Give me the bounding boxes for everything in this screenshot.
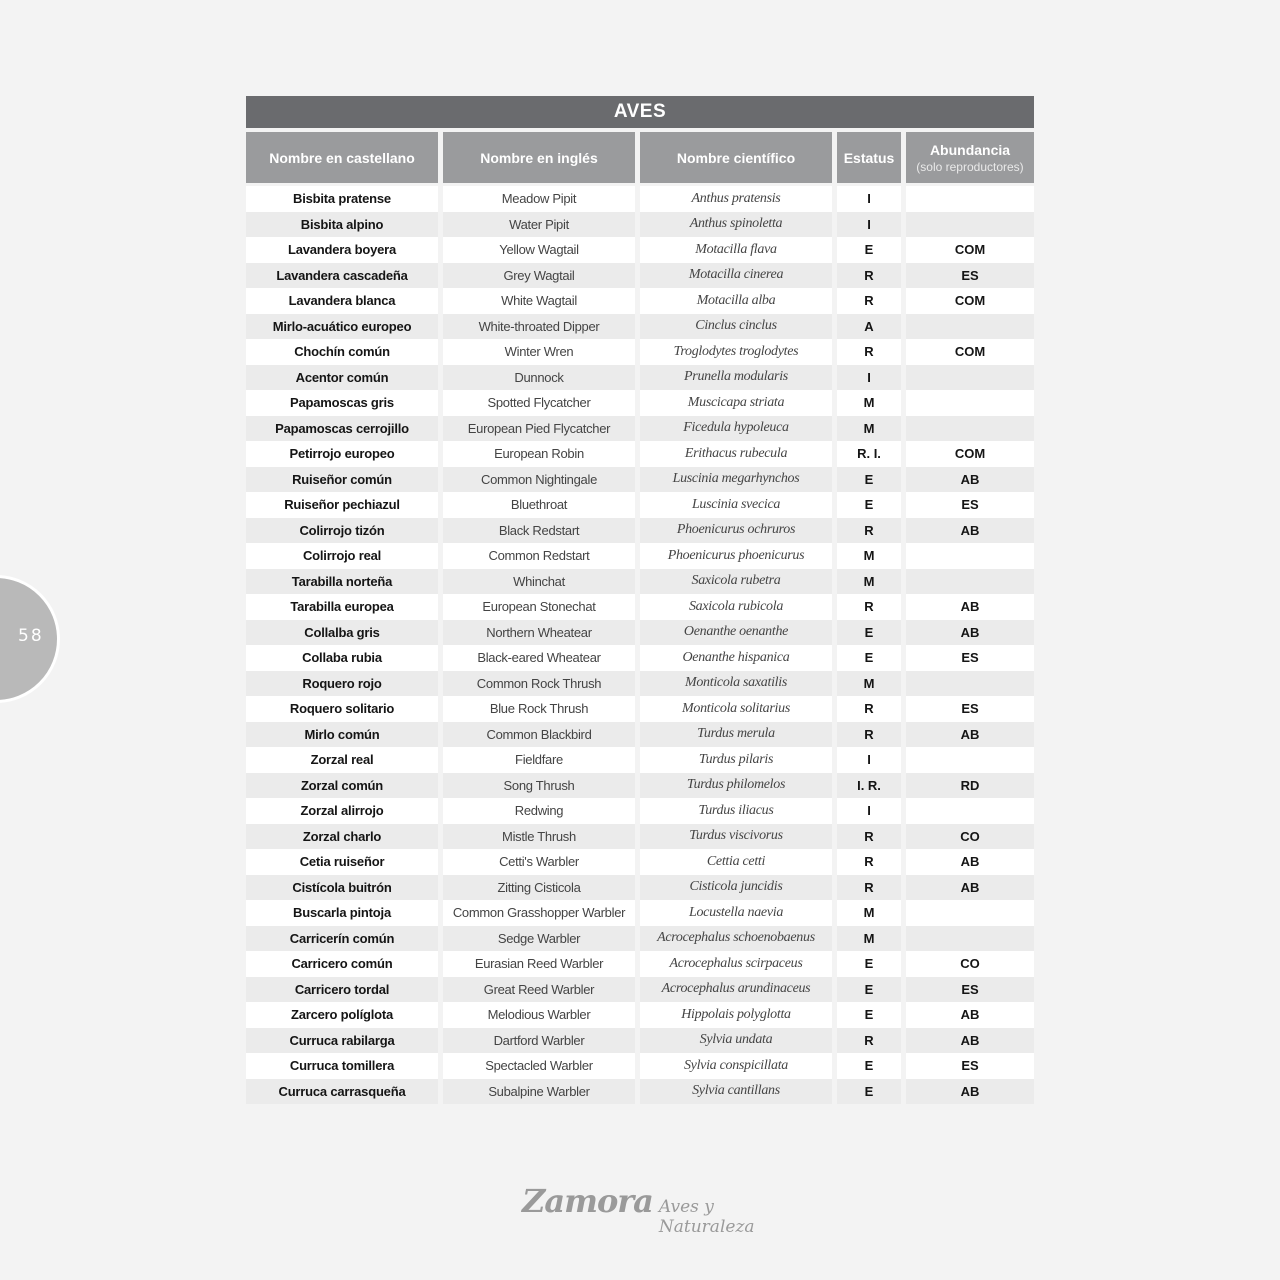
cell-scientific-name: Erithacus rubecula [640,441,832,467]
cell-spanish-name: Mirlo común [246,722,438,748]
cell-scientific-name: Oenanthe oenanthe [640,620,832,646]
cell-spanish-name: Carricero común [246,951,438,977]
header-scientific-label: Nombre científico [676,149,796,166]
table-body [246,186,1034,1104]
table-row [246,365,1034,391]
cell-spanish-name: Papamoscas cerrojillo [246,416,438,442]
table-row [246,186,1034,212]
cell-spanish-name: Ruiseñor común [246,467,438,493]
cell-spanish-name: Tarabilla norteña [246,569,438,595]
cell-scientific-name: Phoenicurus phoenicurus [640,543,832,569]
cell-status: E [837,1079,901,1105]
cell-scientific-name: Acrocephalus scirpaceus [640,951,832,977]
cell-abundance [906,212,1034,238]
cell-scientific-name: Acrocephalus schoenobaenus [640,926,832,952]
table-title: AVES [246,96,1034,128]
cell-spanish-name: Lavandera cascadeña [246,263,438,289]
cell-abundance [906,671,1034,697]
cell-abundance: ES [906,1053,1034,1079]
cell-spanish-name: Bisbita alpino [246,212,438,238]
table-row [246,441,1034,467]
cell-english-name: Mistle Thrush [443,824,635,850]
cell-status: M [837,671,901,697]
table-row [246,1028,1034,1054]
cell-status: M [837,900,901,926]
cell-spanish-name: Curruca tomillera [246,1053,438,1079]
cell-english-name: European Stonechat [443,594,635,620]
cell-status: R [837,339,901,365]
cell-scientific-name: Ficedula hypoleuca [640,416,832,442]
table-row [246,416,1034,442]
cell-scientific-name: Monticola solitarius [640,696,832,722]
cell-status: E [837,977,901,1003]
cell-spanish-name: Roquero rojo [246,671,438,697]
cell-abundance [906,747,1034,773]
cell-scientific-name: Luscinia megarhynchos [640,467,832,493]
cell-status: R [837,1028,901,1054]
cell-english-name: Song Thrush [443,773,635,799]
cell-spanish-name: Mirlo-acuático europeo [246,314,438,340]
cell-english-name: Whinchat [443,569,635,595]
cell-abundance: ES [906,645,1034,671]
cell-status: I [837,212,901,238]
header-scientific-name [640,132,832,183]
table-row [246,492,1034,518]
cell-status: R. I. [837,441,901,467]
cell-scientific-name: Sylvia cantillans [640,1079,832,1105]
cell-scientific-name: Cinclus cinclus [640,314,832,340]
cell-abundance: AB [906,1002,1034,1028]
cell-scientific-name: Turdus pilaris [640,747,832,773]
table-row [246,237,1034,263]
cell-status: R [837,263,901,289]
header-abundance [906,132,1034,183]
cell-scientific-name: Anthus pratensis [640,186,832,212]
cell-spanish-name: Zorzal charlo [246,824,438,850]
cell-english-name: Meadow Pipit [443,186,635,212]
table-row [246,594,1034,620]
table-row [246,1079,1034,1105]
cell-status: E [837,1053,901,1079]
cell-status: E [837,1002,901,1028]
cell-english-name: Fieldfare [443,747,635,773]
cell-english-name: Yellow Wagtail [443,237,635,263]
cell-abundance: AB [906,594,1034,620]
cell-abundance: COM [906,339,1034,365]
cell-scientific-name: Hippolais polyglotta [640,1002,832,1028]
cell-status: R [837,849,901,875]
table-row [246,747,1034,773]
cell-english-name: Great Reed Warbler [443,977,635,1003]
cell-english-name: Common Redstart [443,543,635,569]
cell-status: R [837,594,901,620]
cell-english-name: Eurasian Reed Warbler [443,951,635,977]
cell-english-name: Zitting Cisticola [443,875,635,901]
cell-english-name: European Pied Flycatcher [443,416,635,442]
cell-spanish-name: Carricero tordal [246,977,438,1003]
cell-scientific-name: Prunella modularis [640,365,832,391]
cell-scientific-name: Saxicola rubetra [640,569,832,595]
cell-spanish-name: Buscarla pintoja [246,900,438,926]
table-row [246,849,1034,875]
cell-spanish-name: Lavandera boyera [246,237,438,263]
cell-abundance [906,365,1034,391]
cell-status: R [837,824,901,850]
cell-status: E [837,237,901,263]
cell-scientific-name: Sylvia undata [640,1028,832,1054]
cell-scientific-name: Acrocephalus arundinaceus [640,977,832,1003]
cell-spanish-name: Zarcero políglota [246,1002,438,1028]
cell-status: E [837,951,901,977]
table-row [246,1002,1034,1028]
cell-abundance [906,543,1034,569]
cell-status: R [837,288,901,314]
cell-abundance: COM [906,441,1034,467]
cell-english-name: Bluethroat [443,492,635,518]
cell-status: E [837,467,901,493]
cell-abundance: ES [906,696,1034,722]
cell-abundance [906,186,1034,212]
cell-status: E [837,645,901,671]
cell-scientific-name: Monticola saxatilis [640,671,832,697]
table-row [246,824,1034,850]
cell-english-name: Common Grasshopper Warbler [443,900,635,926]
cell-english-name: Winter Wren [443,339,635,365]
cell-english-name: Redwing [443,798,635,824]
cell-abundance: COM [906,237,1034,263]
table-row [246,977,1034,1003]
cell-english-name: Black Redstart [443,518,635,544]
cell-status: M [837,926,901,952]
table-row [246,620,1034,646]
table-row [246,467,1034,493]
table-row [246,645,1034,671]
header-english-name [443,132,635,183]
birds-table [246,96,1034,1104]
cell-scientific-name: Troglodytes troglodytes [640,339,832,365]
cell-abundance: AB [906,518,1034,544]
table-row [246,1053,1034,1079]
cell-scientific-name: Turdus philomelos [640,773,832,799]
cell-english-name: Water Pipit [443,212,635,238]
cell-english-name: Cetti's Warbler [443,849,635,875]
table-row [246,900,1034,926]
cell-status: I [837,365,901,391]
cell-english-name: Sedge Warbler [443,926,635,952]
cell-abundance: AB [906,849,1034,875]
cell-abundance [906,569,1034,595]
cell-status: I. R. [837,773,901,799]
cell-spanish-name: Colirrojo tizón [246,518,438,544]
cell-spanish-name: Papamoscas gris [246,390,438,416]
cell-english-name: Black-eared Wheatear [443,645,635,671]
cell-abundance: AB [906,1079,1034,1105]
cell-abundance [906,798,1034,824]
cell-spanish-name: Zorzal real [246,747,438,773]
cell-abundance: ES [906,492,1034,518]
cell-scientific-name: Motacilla alba [640,288,832,314]
cell-english-name: Dunnock [443,365,635,391]
table-row [246,569,1034,595]
header-abundance-label: Abundancia [929,141,1011,158]
cell-spanish-name: Roquero solitario [246,696,438,722]
cell-english-name: European Robin [443,441,635,467]
cell-abundance: AB [906,722,1034,748]
header-spanish-name [246,132,438,183]
cell-abundance [906,390,1034,416]
table-row [246,339,1034,365]
header-status-label: Estatus [843,149,895,166]
cell-english-name: Blue Rock Thrush [443,696,635,722]
cell-spanish-name: Curruca rabilarga [246,1028,438,1054]
cell-abundance: COM [906,288,1034,314]
cell-english-name: Grey Wagtail [443,263,635,289]
cell-scientific-name: Turdus viscivorus [640,824,832,850]
cell-status: E [837,492,901,518]
cell-abundance: AB [906,1028,1034,1054]
cell-status: M [837,543,901,569]
cell-english-name: White-throated Dipper [443,314,635,340]
cell-scientific-name: Anthus spinoletta [640,212,832,238]
cell-scientific-name: Phoenicurus ochruros [640,518,832,544]
footer-logo [522,1182,762,1237]
cell-abundance: CO [906,951,1034,977]
cell-scientific-name: Oenanthe hispanica [640,645,832,671]
cell-scientific-name: Sylvia conspicillata [640,1053,832,1079]
cell-spanish-name: Petirrojo europeo [246,441,438,467]
table-row [246,518,1034,544]
cell-spanish-name: Curruca carrasqueña [246,1079,438,1105]
cell-abundance: AB [906,875,1034,901]
cell-spanish-name: Lavandera blanca [246,288,438,314]
table-row [246,671,1034,697]
cell-english-name: White Wagtail [443,288,635,314]
table-row [246,212,1034,238]
cell-abundance: AB [906,620,1034,646]
cell-status: M [837,569,901,595]
cell-spanish-name: Collalba gris [246,620,438,646]
cell-spanish-name: Cetia ruiseñor [246,849,438,875]
cell-english-name: Subalpine Warbler [443,1079,635,1105]
cell-scientific-name: Saxicola rubicola [640,594,832,620]
cell-scientific-name: Turdus merula [640,722,832,748]
cell-spanish-name: Chochín común [246,339,438,365]
cell-scientific-name: Luscinia svecica [640,492,832,518]
table-row [246,798,1034,824]
table-row [246,722,1034,748]
header-status [837,132,901,183]
table-row [246,875,1034,901]
cell-abundance: ES [906,263,1034,289]
cell-status: I [837,798,901,824]
cell-abundance [906,314,1034,340]
cell-english-name: Melodious Warbler [443,1002,635,1028]
cell-status: M [837,390,901,416]
cell-status: R [837,518,901,544]
cell-scientific-name: Motacilla flava [640,237,832,263]
cell-status: R [837,696,901,722]
table-row [246,288,1034,314]
footer-logo-main: Zamora [522,1182,653,1220]
cell-spanish-name: Collaba rubia [246,645,438,671]
table-row [246,773,1034,799]
cell-english-name: Northern Wheatear [443,620,635,646]
cell-spanish-name: Acentor común [246,365,438,391]
cell-spanish-name: Ruiseñor pechiazul [246,492,438,518]
cell-abundance: AB [906,467,1034,493]
header-abundance-sublabel: (solo reproductores) [916,159,1024,174]
table-row [246,696,1034,722]
cell-english-name: Spectacled Warbler [443,1053,635,1079]
cell-spanish-name: Zorzal común [246,773,438,799]
cell-status: M [837,416,901,442]
cell-abundance [906,926,1034,952]
cell-english-name: Common Blackbird [443,722,635,748]
table-row [246,951,1034,977]
cell-status: I [837,747,901,773]
table-row [246,390,1034,416]
table-row [246,543,1034,569]
cell-spanish-name: Colirrojo real [246,543,438,569]
cell-scientific-name: Motacilla cinerea [640,263,832,289]
cell-abundance: ES [906,977,1034,1003]
cell-abundance: CO [906,824,1034,850]
footer-logo-sub: Aves y Naturaleza [658,1197,755,1237]
table-row [246,314,1034,340]
cell-abundance [906,416,1034,442]
cell-english-name: Common Nightingale [443,467,635,493]
table-header-row [246,132,1034,183]
cell-status: R [837,722,901,748]
cell-scientific-name: Locustella naevia [640,900,832,926]
cell-english-name: Dartford Warbler [443,1028,635,1054]
cell-status: I [837,186,901,212]
cell-status: E [837,620,901,646]
page-number: 58 [18,626,44,646]
cell-spanish-name: Cistícola buitrón [246,875,438,901]
table-row [246,926,1034,952]
cell-spanish-name: Tarabilla europea [246,594,438,620]
cell-spanish-name: Carricerín común [246,926,438,952]
cell-spanish-name: Bisbita pratense [246,186,438,212]
cell-scientific-name: Cettia cetti [640,849,832,875]
cell-scientific-name: Muscicapa striata [640,390,832,416]
header-english-label: Nombre en inglés [480,149,598,166]
cell-english-name: Spotted Flycatcher [443,390,635,416]
cell-scientific-name: Turdus iliacus [640,798,832,824]
cell-scientific-name: Cisticola juncidis [640,875,832,901]
cell-status: A [837,314,901,340]
cell-abundance: RD [906,773,1034,799]
cell-english-name: Common Rock Thrush [443,671,635,697]
table-row [246,263,1034,289]
header-spanish-label: Nombre en castellano [269,149,415,166]
cell-status: R [837,875,901,901]
cell-abundance [906,900,1034,926]
cell-spanish-name: Zorzal alirrojo [246,798,438,824]
